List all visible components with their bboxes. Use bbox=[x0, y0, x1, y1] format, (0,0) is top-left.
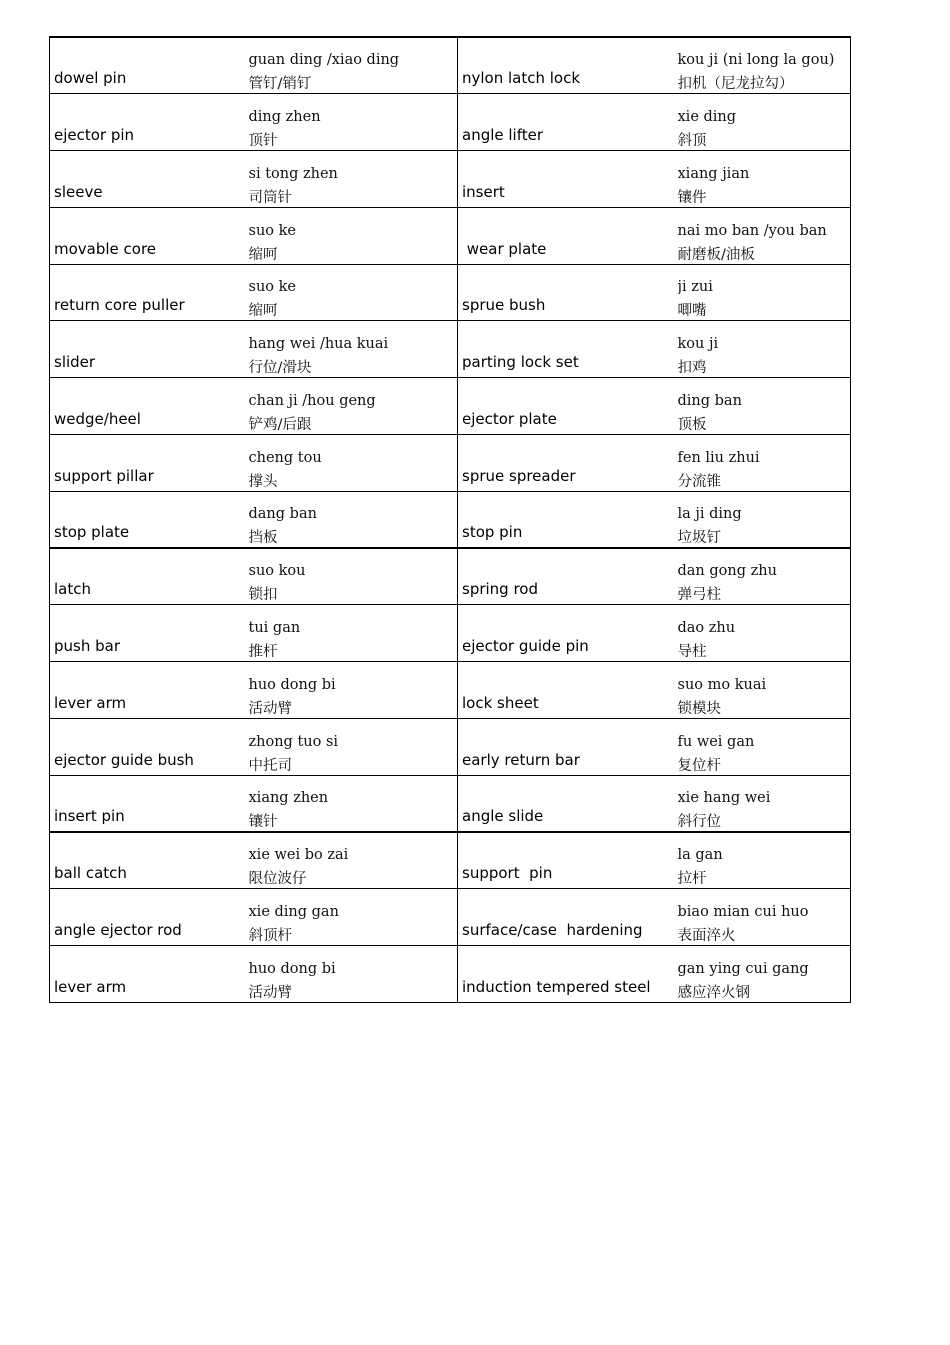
pinyin: huo dong bi bbox=[248, 677, 336, 694]
english-term-cell bbox=[50, 662, 249, 719]
hanzi: 斜行位 bbox=[677, 814, 721, 831]
english-term: early return bar bbox=[462, 750, 580, 769]
chinese-term-cell bbox=[678, 832, 851, 889]
chinese-term-cell bbox=[678, 775, 851, 832]
pinyin: kou ji bbox=[677, 336, 719, 353]
chinese-term-cell bbox=[249, 151, 458, 208]
pinyin: ji zui bbox=[677, 279, 713, 296]
pinyin: zhong tuo si bbox=[248, 733, 339, 750]
english-term-cell bbox=[50, 775, 249, 832]
chinese-term-cell bbox=[678, 889, 851, 946]
english-term-cell bbox=[50, 37, 249, 94]
glossary-row bbox=[50, 151, 851, 208]
english-term-cell bbox=[458, 321, 678, 378]
english-term: movable core bbox=[54, 239, 157, 258]
english-term: nylon latch lock bbox=[462, 69, 581, 88]
pinyin: suo kou bbox=[248, 563, 306, 580]
pinyin: fen liu zhui bbox=[677, 449, 760, 466]
hanzi: 撑头 bbox=[248, 473, 278, 490]
hanzi: 缩呵 bbox=[248, 246, 278, 263]
english-term: support pin bbox=[462, 864, 553, 883]
chinese-term-cell bbox=[678, 435, 851, 492]
glossary-row bbox=[50, 37, 851, 94]
pinyin: si tong zhen bbox=[248, 165, 338, 182]
chinese-term-cell bbox=[249, 491, 458, 548]
english-term-cell bbox=[50, 548, 249, 605]
pinyin: cheng tou bbox=[248, 449, 322, 466]
hanzi: 复位杆 bbox=[677, 757, 721, 774]
hanzi: 扣机（尼龙拉勾） bbox=[677, 76, 794, 93]
hanzi: 耐磨板/油板 bbox=[677, 246, 755, 263]
pinyin: xiang jian bbox=[677, 165, 750, 182]
chinese-term-cell bbox=[249, 378, 458, 435]
english-term-cell bbox=[50, 605, 249, 662]
chinese-term-cell bbox=[678, 491, 851, 548]
chinese-term-cell bbox=[678, 94, 851, 151]
english-term: return core puller bbox=[54, 296, 185, 315]
english-term-cell bbox=[458, 605, 678, 662]
hanzi: 挡板 bbox=[248, 530, 278, 547]
chinese-term-cell bbox=[249, 548, 458, 605]
pinyin: suo ke bbox=[248, 279, 296, 296]
pinyin: kou ji (ni long la gou) bbox=[677, 52, 835, 69]
glossary-body bbox=[50, 37, 851, 1003]
chinese-term-cell bbox=[678, 548, 851, 605]
english-term-cell bbox=[50, 435, 249, 492]
hanzi: 拉杆 bbox=[677, 871, 707, 888]
english-term: sprue bush bbox=[462, 296, 546, 315]
chinese-term-cell bbox=[249, 264, 458, 321]
english-term-cell bbox=[50, 378, 249, 435]
chinese-term-cell bbox=[678, 264, 851, 321]
english-term-cell bbox=[50, 491, 249, 548]
english-term-cell bbox=[50, 151, 249, 208]
glossary-row bbox=[50, 491, 851, 548]
pinyin: xiang zhen bbox=[248, 790, 329, 807]
hanzi: 推杆 bbox=[248, 644, 278, 661]
english-term-cell bbox=[458, 491, 678, 548]
english-term: stop pin bbox=[462, 523, 523, 542]
english-term-cell bbox=[50, 832, 249, 889]
english-term-cell bbox=[458, 264, 678, 321]
chinese-term-cell bbox=[249, 832, 458, 889]
chinese-term-cell bbox=[678, 378, 851, 435]
chinese-term-cell bbox=[678, 662, 851, 719]
english-term: ejector plate bbox=[462, 410, 557, 429]
hanzi: 活动臂 bbox=[248, 701, 292, 718]
english-term-cell bbox=[50, 321, 249, 378]
hanzi: 缩呵 bbox=[248, 303, 278, 320]
english-term: angle slide bbox=[462, 807, 544, 826]
english-term: lock sheet bbox=[462, 694, 539, 713]
mold-terms-glossary-table bbox=[49, 36, 851, 1003]
hanzi: 扣鸡 bbox=[677, 360, 707, 377]
english-term-cell bbox=[50, 94, 249, 151]
hanzi: 中托司 bbox=[248, 757, 292, 774]
hanzi: 分流锥 bbox=[677, 473, 721, 490]
glossary-row bbox=[50, 946, 851, 1003]
glossary-row bbox=[50, 832, 851, 889]
hanzi: 镶件 bbox=[677, 189, 707, 206]
pinyin: dang ban bbox=[248, 506, 317, 523]
chinese-term-cell bbox=[249, 207, 458, 264]
hanzi: 顶板 bbox=[677, 417, 707, 434]
english-term-cell bbox=[50, 207, 249, 264]
english-term: sprue spreader bbox=[462, 466, 576, 485]
chinese-term-cell bbox=[678, 151, 851, 208]
chinese-term-cell bbox=[249, 605, 458, 662]
english-term: spring rod bbox=[462, 580, 539, 599]
english-term-cell bbox=[458, 378, 678, 435]
hanzi: 锁扣 bbox=[248, 587, 278, 604]
english-term-cell bbox=[458, 662, 678, 719]
english-term: ball catch bbox=[54, 864, 127, 883]
hanzi: 斜顶杆 bbox=[248, 928, 292, 945]
pinyin: suo mo kuai bbox=[677, 677, 767, 694]
hanzi: 斜顶 bbox=[677, 133, 707, 150]
chinese-term-cell bbox=[678, 207, 851, 264]
hanzi: 行位/滑块 bbox=[248, 360, 312, 377]
hanzi: 垃圾钉 bbox=[677, 530, 721, 547]
english-term: latch bbox=[54, 580, 91, 599]
hanzi: 弹弓柱 bbox=[677, 587, 721, 604]
hanzi: 表面淬火 bbox=[677, 928, 736, 945]
chinese-term-cell bbox=[249, 775, 458, 832]
hanzi: 司筒针 bbox=[248, 189, 292, 206]
english-term-cell bbox=[50, 889, 249, 946]
chinese-term-cell bbox=[249, 889, 458, 946]
english-term: stop plate bbox=[54, 523, 130, 542]
english-term: induction tempered steel bbox=[462, 978, 651, 997]
pinyin: suo ke bbox=[248, 222, 296, 239]
chinese-term-cell bbox=[249, 946, 458, 1003]
hanzi: 导柱 bbox=[677, 644, 707, 661]
hanzi: 锁模块 bbox=[677, 701, 721, 718]
english-term-cell bbox=[458, 832, 678, 889]
glossary-row bbox=[50, 435, 851, 492]
chinese-term-cell bbox=[678, 321, 851, 378]
english-term: insert bbox=[462, 182, 505, 201]
chinese-term-cell bbox=[678, 946, 851, 1003]
english-term: wedge/heel bbox=[54, 410, 141, 429]
english-term: support pillar bbox=[54, 466, 154, 485]
glossary-row bbox=[50, 264, 851, 321]
glossary-row bbox=[50, 548, 851, 605]
pinyin: fu wei gan bbox=[677, 733, 755, 750]
pinyin: dao zhu bbox=[677, 620, 736, 637]
english-term-cell bbox=[50, 719, 249, 776]
english-term: insert pin bbox=[54, 807, 125, 826]
hanzi: 顶针 bbox=[248, 133, 278, 150]
pinyin: tui gan bbox=[248, 620, 301, 637]
pinyin: huo dong bi bbox=[248, 961, 336, 978]
english-term-cell bbox=[50, 946, 249, 1003]
hanzi: 限位波仔 bbox=[248, 871, 307, 888]
pinyin: biao mian cui huo bbox=[677, 904, 809, 921]
pinyin: dan gong zhu bbox=[677, 563, 777, 580]
chinese-term-cell bbox=[249, 37, 458, 94]
glossary-row bbox=[50, 605, 851, 662]
pinyin: chan ji /hou geng bbox=[248, 393, 376, 410]
hanzi: 感应淬火钢 bbox=[677, 985, 750, 1002]
english-term: slider bbox=[54, 353, 96, 372]
pinyin: nai mo ban /you ban bbox=[677, 222, 827, 239]
hanzi: 镶针 bbox=[248, 814, 278, 831]
english-term-cell bbox=[458, 946, 678, 1003]
english-term: dowel pin bbox=[54, 69, 127, 88]
glossary-row bbox=[50, 207, 851, 264]
english-term-cell bbox=[458, 151, 678, 208]
english-term: ejector guide bush bbox=[54, 750, 194, 769]
english-term-cell bbox=[458, 94, 678, 151]
hanzi: 唧嘴 bbox=[677, 303, 707, 320]
pinyin: guan ding /xiao ding bbox=[248, 52, 400, 69]
english-term-cell bbox=[458, 37, 678, 94]
english-term: angle ejector rod bbox=[54, 921, 182, 940]
english-term: lever arm bbox=[54, 694, 127, 713]
pinyin: ding ban bbox=[677, 393, 742, 410]
glossary-row bbox=[50, 719, 851, 776]
english-term: wear plate bbox=[462, 239, 547, 258]
pinyin: xie hang wei bbox=[677, 790, 771, 807]
english-term-cell bbox=[50, 264, 249, 321]
hanzi: 活动臂 bbox=[248, 985, 292, 1002]
pinyin: ding zhen bbox=[248, 109, 321, 126]
chinese-term-cell bbox=[249, 662, 458, 719]
glossary-row bbox=[50, 775, 851, 832]
chinese-term-cell bbox=[678, 37, 851, 94]
english-term-cell bbox=[458, 775, 678, 832]
glossary-row bbox=[50, 321, 851, 378]
hanzi: 管钉/销钉 bbox=[248, 76, 312, 93]
glossary-row bbox=[50, 378, 851, 435]
pinyin: la gan bbox=[677, 847, 723, 864]
english-term-cell bbox=[458, 548, 678, 605]
chinese-term-cell bbox=[678, 719, 851, 776]
english-term: surface/case hardening bbox=[462, 921, 643, 940]
pinyin: gan ying cui gang bbox=[677, 961, 809, 978]
english-term-cell bbox=[458, 435, 678, 492]
pinyin: hang wei /hua kuai bbox=[248, 336, 389, 353]
english-term: push bar bbox=[54, 637, 120, 656]
english-term: lever arm bbox=[54, 978, 127, 997]
english-term: parting lock set bbox=[462, 353, 579, 372]
pinyin: la ji ding bbox=[677, 506, 742, 523]
english-term: sleeve bbox=[54, 182, 103, 201]
english-term-cell bbox=[458, 719, 678, 776]
glossary-row bbox=[50, 94, 851, 151]
english-term: ejector guide pin bbox=[462, 637, 589, 656]
chinese-term-cell bbox=[249, 435, 458, 492]
english-term-cell bbox=[458, 889, 678, 946]
pinyin: xie ding bbox=[677, 109, 737, 126]
english-term: ejector pin bbox=[54, 126, 135, 145]
glossary-row bbox=[50, 889, 851, 946]
glossary-row bbox=[50, 662, 851, 719]
chinese-term-cell bbox=[678, 605, 851, 662]
pinyin: xie wei bo zai bbox=[248, 847, 349, 864]
english-term: angle lifter bbox=[462, 126, 544, 145]
hanzi: 铲鸡/后跟 bbox=[248, 417, 312, 434]
chinese-term-cell bbox=[249, 94, 458, 151]
english-term-cell bbox=[458, 207, 678, 264]
chinese-term-cell bbox=[249, 321, 458, 378]
pinyin: xie ding gan bbox=[248, 904, 339, 921]
chinese-term-cell bbox=[249, 719, 458, 776]
